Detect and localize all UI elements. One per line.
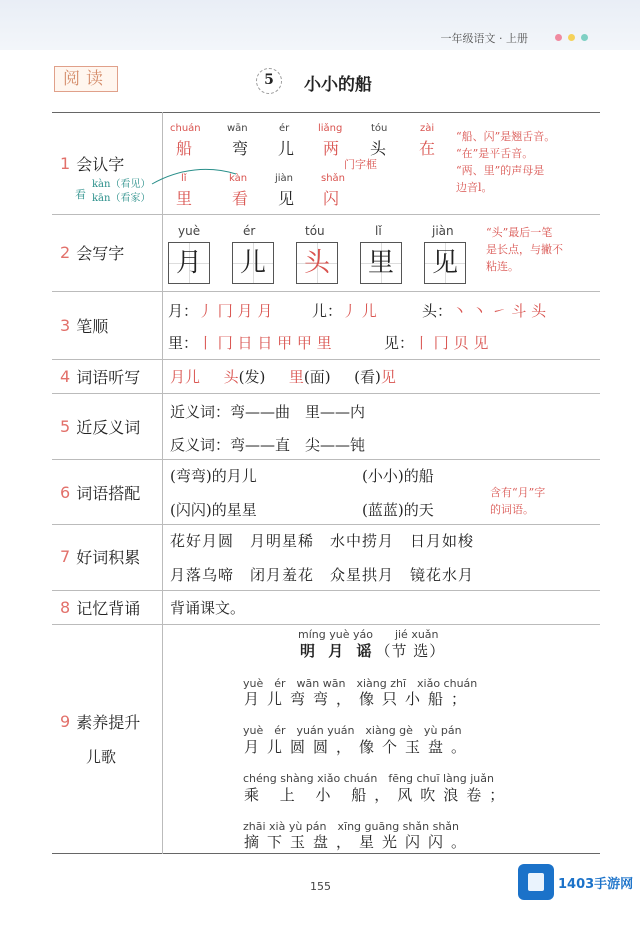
poem-title <box>300 640 445 661</box>
stroke-sequence: 丿 儿 <box>342 302 377 320</box>
pinyin: jiàn <box>432 224 454 238</box>
stroke-note <box>486 224 563 275</box>
stroke-sequence: 丶 丶 ㇀ 斗 头 <box>452 302 547 320</box>
dictation-paren: (发) <box>238 368 266 386</box>
row-title: 近反义词 <box>76 418 141 437</box>
pinyin: tóu <box>305 224 325 238</box>
synonym-label: 近义词： <box>170 403 231 421</box>
row-title: 素养提升 <box>76 713 141 732</box>
row-title: 好词积累 <box>76 548 141 567</box>
row-number: 4 <box>60 367 71 386</box>
writing-grid <box>424 242 466 284</box>
antonym-pairs: 弯——直 尖——钝 <box>230 436 366 454</box>
teal-dot <box>581 34 588 41</box>
idiom-line: 月落乌啼 闭月羞花 众星拱月 镜花水月 <box>170 566 475 584</box>
note-line: “头”最后一笔 <box>486 226 553 239</box>
row-title: 词语听写 <box>76 368 141 387</box>
collocation-item: (蓝蓝)的天 <box>362 501 434 519</box>
row-label-write <box>60 241 124 264</box>
row-number: 5 <box>60 417 71 436</box>
poem-title-pinyin: míng yuè yáo jié xuǎn <box>298 628 439 641</box>
dictation-word: 见 <box>380 368 396 386</box>
pink-dot <box>555 34 562 41</box>
stroke-label: 里： <box>168 334 199 352</box>
row-title: 记忆背诵 <box>76 599 141 618</box>
annotation-arrow <box>150 164 240 188</box>
note-line: “在”是平舌音。 <box>456 147 534 160</box>
character: 见 <box>278 189 295 208</box>
writing-grid <box>168 242 210 284</box>
dictation-word: 头 <box>223 368 239 386</box>
stroke-label: 儿： <box>312 302 343 320</box>
stroke-jian <box>384 332 488 353</box>
lesson-title: 小小的船 <box>304 75 372 95</box>
writing-grid <box>360 242 402 284</box>
character: 里 <box>367 248 394 278</box>
pinyin: ér <box>279 123 290 134</box>
collocation-item: (小小)的船 <box>362 467 434 485</box>
poem-line: 月儿圆圆，像个玉盘。 <box>244 738 475 756</box>
stroke-yue <box>168 300 272 321</box>
lesson-number: 5 <box>256 68 282 94</box>
writing-grid <box>296 242 338 284</box>
row-number: 6 <box>60 483 71 502</box>
row-divider <box>52 359 600 360</box>
collocation-note <box>490 484 545 518</box>
row-number: 9 <box>60 712 71 731</box>
row-divider <box>52 459 600 460</box>
synonym-line <box>170 401 365 422</box>
row-label-collocation <box>60 481 140 504</box>
watermark <box>518 864 633 900</box>
row-label-good-words <box>60 545 140 568</box>
pinyin: shǎn <box>321 173 346 184</box>
character: 头 <box>303 248 330 278</box>
poem-line: 月儿弯弯，像只小船； <box>244 690 475 708</box>
idiom-line: 花好月圆 月明星稀 水中捞月 日月如梭 <box>170 532 475 550</box>
pinyin: yuè <box>178 224 201 238</box>
stroke-sequence: 丿 冂 月 月 <box>198 302 273 320</box>
poem-line-pinyin: yuè ér wān wān xiàng zhī xiǎo chuán <box>243 677 478 690</box>
pinyin: wān <box>227 123 248 134</box>
poem-line: 摘下玉盘，星光闪闪。 <box>244 833 475 851</box>
pinyin: lǐ <box>181 173 187 184</box>
book-title: 一年级语文 · 上册 <box>440 32 528 45</box>
stroke-tou <box>422 300 546 321</box>
dictation-word: 里 <box>288 368 304 386</box>
stroke-er <box>312 300 377 321</box>
dictation-paren: (面) <box>303 368 331 386</box>
watermark-logo-icon <box>518 864 554 900</box>
row-title: 词语搭配 <box>76 484 141 503</box>
poem-title-text: 明 月 谣 <box>300 642 376 660</box>
stroke-sequence: 丨 冂 日 日 甲 甲 里 <box>198 334 332 352</box>
row-label-literacy <box>60 710 140 733</box>
dictation-word: 月儿 <box>170 368 201 386</box>
pinyin: chuán <box>170 123 201 134</box>
row-number: 3 <box>60 316 71 335</box>
radical-note: 门字框 <box>344 158 377 171</box>
pinyin: jiàn <box>275 173 294 184</box>
stroke-li <box>168 332 332 353</box>
dictation-paren: (看) <box>354 368 381 386</box>
yellow-dot <box>568 34 575 41</box>
character: 看 <box>232 189 249 208</box>
row-divider <box>52 214 600 215</box>
row-divider <box>52 291 600 292</box>
character: 闪 <box>323 189 340 208</box>
character: 儿 <box>278 139 295 158</box>
character: 儿 <box>239 248 266 278</box>
row-title: 会写字 <box>76 244 125 263</box>
character: 月 <box>175 248 202 278</box>
row-divider <box>52 624 600 625</box>
poem-line: 乘 上 小 船，风吹浪卷； <box>244 786 513 804</box>
polyphone-char: 看 <box>75 188 86 201</box>
recite-instruction: 背诵课文。 <box>170 599 246 617</box>
polyphone-reading-1: kàn（看见） <box>92 179 151 190</box>
row-label-synonyms <box>60 415 140 438</box>
row-title: 会认字 <box>76 155 125 174</box>
section-tag: 阅读 <box>54 66 118 92</box>
row-divider <box>52 393 600 394</box>
pinyin: lǐ <box>375 224 382 238</box>
stroke-label: 月： <box>168 302 199 320</box>
note-line: “两、里”的声母是 <box>456 164 545 177</box>
row-label-recite <box>60 596 140 619</box>
header-dots <box>555 34 588 41</box>
row-divider <box>52 590 600 591</box>
polyphone-note <box>92 178 150 206</box>
poem-line-pinyin: zhāi xià yù pán xīng guāng shǎn shǎn <box>243 820 460 833</box>
character: 船 <box>176 139 193 158</box>
row-label-dictation <box>60 365 140 388</box>
note-line: “船、闪”是翘舌音。 <box>456 130 556 143</box>
note-line: 是长点，与撇不 <box>486 243 563 256</box>
page-header <box>0 0 640 50</box>
note-line: 边音l。 <box>456 181 493 194</box>
character: 头 <box>370 139 387 158</box>
pronunciation-note <box>456 128 555 196</box>
stroke-label: 头： <box>422 302 453 320</box>
row-number: 7 <box>60 547 71 566</box>
table-bottom-rule <box>52 853 600 854</box>
character: 两 <box>323 139 340 158</box>
collocation-item: (弯弯)的月儿 <box>170 467 257 485</box>
collocation-item: (闪闪)的星星 <box>170 501 257 519</box>
row-label-stroke <box>60 314 108 337</box>
row-number: 2 <box>60 243 71 262</box>
antonym-line <box>170 434 365 455</box>
row-title: 笔顺 <box>76 317 109 336</box>
antonym-label: 反义词： <box>170 436 231 454</box>
pinyin: ér <box>243 224 256 238</box>
stroke-label: 见： <box>384 334 415 352</box>
character: 见 <box>431 248 458 278</box>
table-top-rule <box>52 112 600 113</box>
character: 在 <box>419 139 436 158</box>
poem-title-paren: （节 选） <box>375 642 446 660</box>
pinyin: zài <box>420 123 435 134</box>
note-line: 的词语。 <box>490 503 534 516</box>
note-line: 含有“月”字 <box>490 486 546 499</box>
poem-line-pinyin: chéng shàng xiǎo chuán fēng chuī làng juǎn <box>243 772 494 785</box>
stroke-sequence: 丨 冂 贝 见 <box>414 334 489 352</box>
character: 里 <box>176 189 193 208</box>
poem-line-pinyin: yuè ér yuán yuán xiàng gè yù pán <box>243 724 462 737</box>
character: 弯 <box>232 139 249 158</box>
column-divider <box>162 112 163 854</box>
pinyin: kàn <box>229 173 248 184</box>
watermark-text: 1403手游网 <box>558 876 634 892</box>
writing-grid <box>232 242 274 284</box>
pinyin: liǎng <box>318 123 343 134</box>
row9-subtitle: 儿歌 <box>86 748 117 766</box>
dictation-line <box>170 366 396 387</box>
pinyin: tóu <box>371 123 388 134</box>
row-number: 8 <box>60 598 71 617</box>
synonym-pairs: 弯——曲 里——内 <box>230 403 366 421</box>
page-number: 155 <box>310 880 331 893</box>
row-divider <box>52 524 600 525</box>
row-label-recognize <box>60 152 124 175</box>
note-line: 粘连。 <box>486 260 519 273</box>
polyphone-reading-2: kān（看家） <box>92 193 151 204</box>
row-number: 1 <box>60 154 71 173</box>
